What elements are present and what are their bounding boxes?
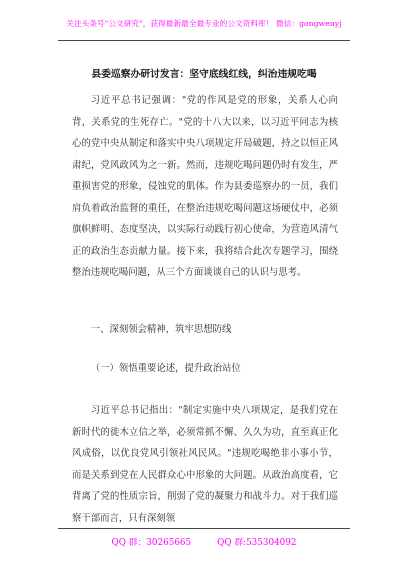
section-heading: 一、深刻领会精神，筑牢思想防线 (90, 324, 232, 335)
document-title: 县委巡察办研讨发言：坚守底线红线，纠治违规吃喝 (91, 69, 317, 80)
body-paragraph-1-block (72, 90, 338, 284)
footer-qq-group-1: QQ 群：30265665 (111, 538, 192, 548)
body-paragraph: 习近平总书记强调："党的作风是党的形象，关系人心向背，关系党的生死存亡。"党的十八大以来，以习近平同志为核心的党中央从制定和落实中央八项规定开局破题，持之以恒正风肃纪，党风政风为之一新。然而，违规吃喝问题仍时有发生，严重损害党的形象，侵蚀党的肌体。作为县委巡察办的一员，我们肩负着政治监督的重任，在整治违规吃喝问题这场硬仗中，必须旗帜鲜明、态度坚决，以实际行动践行初心使命，为营造风清气正的政治生态贡献力量。接下来，我将结合此次专题学习，围绕整治违规吃喝问题，从三个方面谈谈自己的认识与思考。 (72, 95, 338, 278)
footer-divider (58, 528, 350, 529)
body-paragraph: 习近平总书记指出："制定实施中央八项规定，是我们党在新时代的徙木立信之举，必须常抓不懈、久久为功，直至真正化风成俗，以优良党风引领社风民风。"违规吃喝绝非小事小节，而是关系到党在人民群众心中形象的大问题。从政治高度看，它背离了党的性质宗旨，削弱了党的凝聚力和战斗力。对于我们巡察干部而言，只有深刻领 (72, 405, 338, 524)
footer-qq-group-2: QQ 群:535304092 (217, 538, 297, 548)
body-paragraph-2-block (72, 400, 338, 529)
header-banner: 关注头条号"公文研究"，获得最新最全最专业的公文资料库！ 微信：gongwenyj (66, 19, 342, 28)
header-divider (58, 40, 350, 41)
footer (0, 535, 408, 548)
subsection-heading: （一）领悟重要论述，提升政治站位 (90, 363, 241, 374)
